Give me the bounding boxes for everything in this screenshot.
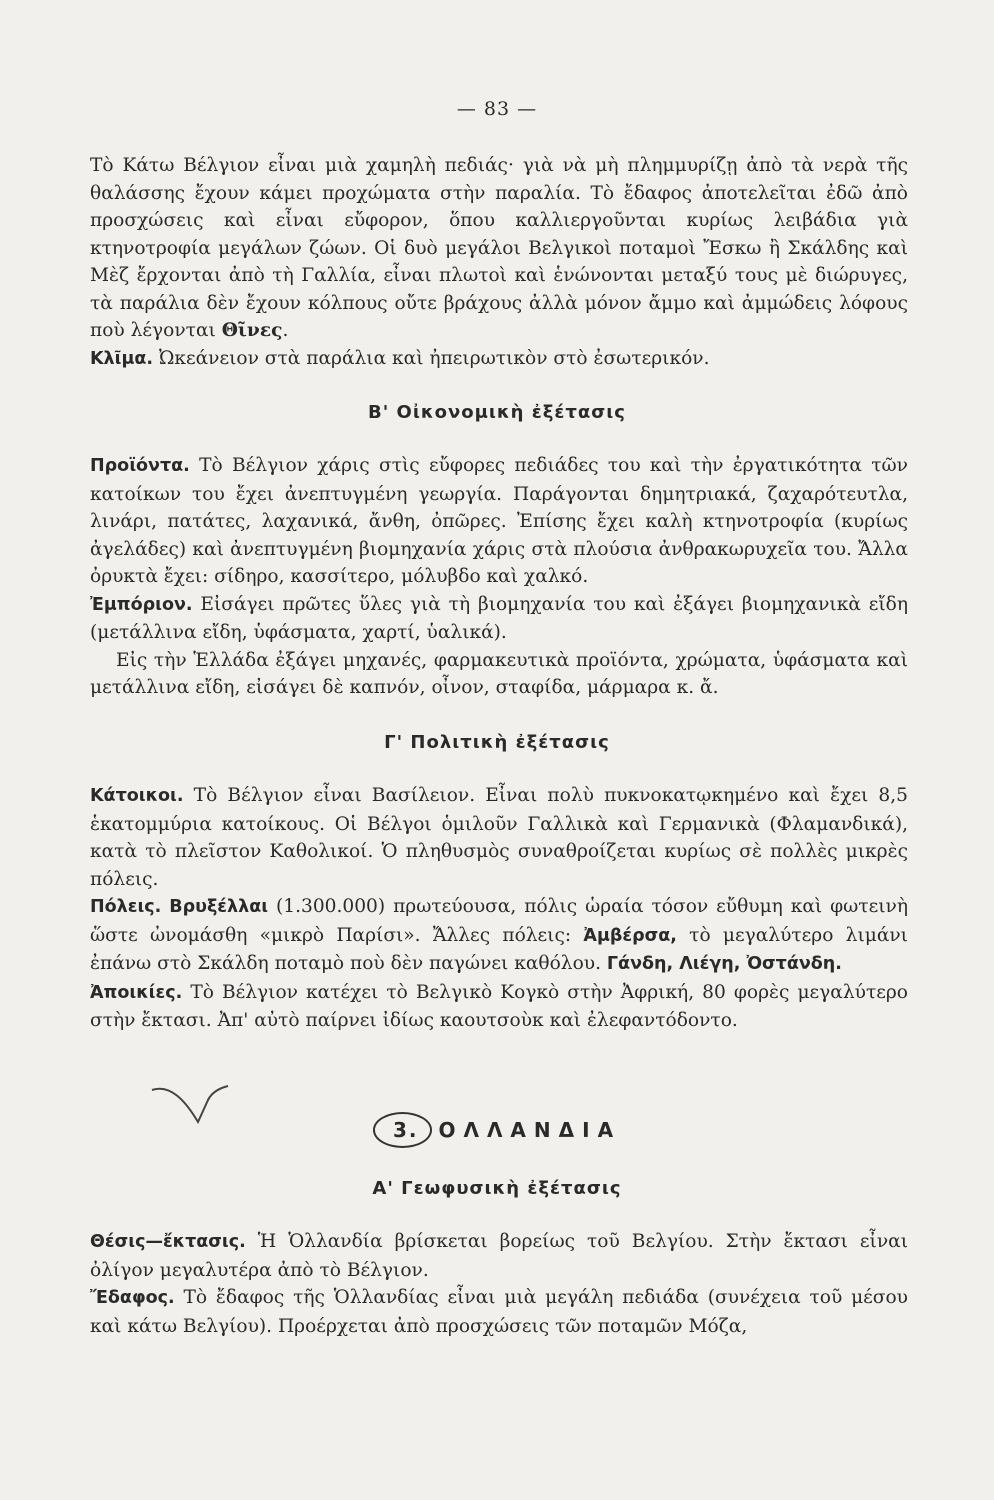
- greece-trade-paragraph: Εἰς τὴν Ἑλλάδα ἐξάγει μηχανές, φαρμακευτικὰ προϊόντα, χρώματα, ὑφάσματα καὶ μετάλλινα εἴδη, εἰσάγει δὲ καπνόν, οἶνον, σταφίδα, μάρμαρα κ. ἄ.: [90, 649, 908, 698]
- climate-lead: Κλῖμα.: [90, 348, 154, 369]
- page-number: — 83 —: [456, 98, 538, 120]
- dunes-term: Θῖνες: [221, 320, 283, 341]
- trade-paragraph: Ἐμπόριον. Εἰσάγει πρῶτες ὕλες γιὰ τὴ βιομηχανία του καὶ ἐξάγει βιομηχανικὰ εἴδη (μετάλλινα εἴδη, ὑφάσματα, χαρτί, ὑαλικά).: [90, 593, 908, 643]
- position-lead: Θέσις—ἔκτασις.: [90, 1232, 246, 1252]
- chapter-title: [0, 1112, 994, 1148]
- colonies-paragraph: Ἀποικίες. Τὸ Βέλγιον κατέχει τὸ Βελγικὸ Κογκὸ στὴν Ἀφρική, 80 φορὲς μεγαλύτερο στὴν ἔκτασι. Ἀπ' αὐτὸ παίρνει ἰδίως καουτσοὺκ καὶ ἐλεφαντόδοντο.: [90, 981, 908, 1031]
- geophysical-heading: Α' Γεωφυσικὴ ἐξέτασις: [372, 1178, 622, 1199]
- lowlands-paragraph: Τὸ Κάτω Βέλγιον εἶναι μιὰ χαμηλὴ πεδιάς· γιὰ νὰ μὴ πλημμυρίζῃ ἀπὸ τὰ νερὰ τῆς θαλάσσης ἔχουν κάμει προχώματα στὴν παραλία. Τὸ ἔδαφος ἀποτελεῖται ἐδῶ ἀπὸ προσχώσεις καὶ εἶναι εὔφορον, ὅπου καλλιεργοῦνται κυρίως λειβάδια γιὰ κτηνοτροφία μεγάλων ζώων. Οἱ δυὸ μεγάλοι Βελγικοὶ ποταμοὶ Ἔσκω ἢ Σκάλδης καὶ Μὲζ ἔρχονται ἀπὸ τὴ Γαλλία, εἶναι πλωτοὶ καὶ ἑνώνονται μεταξύ τους μὲ διώρυγες, τὰ παράλια δὲν ἔχουν κόλπους οὔτε βράχους ἀλλὰ μόνον ἄμμο καὶ ἀμμώδεις λόφους ποὺ λέγονται Θῖνες.: [90, 155, 908, 341]
- products-lead: Προϊόντα.: [90, 456, 190, 476]
- colonies-lead: Ἀποικίες.: [90, 982, 183, 1003]
- belgium-geography-text: [90, 152, 908, 373]
- political-text: [90, 782, 908, 1035]
- position-paragraph: Θέσις—ἔκτασις. Ἡ Ὁλλανδία βρίσκεται βορείως τοῦ Βελγίου. Στὴν ἔκτασι εἶναι ὀλίγον μεγαλυτέρα ἀπὸ τὸ Βέλγιον.: [90, 1231, 908, 1281]
- soil-lead: Ἔδαφος.: [90, 1288, 175, 1308]
- climate-paragraph: Κλῖμα. Ὠκεάνειον στὰ παράλια καὶ ἠπειρωτικὸν στὸ ἐσωτερικόν.: [90, 347, 710, 369]
- products-paragraph: Προϊόντα. Τὸ Βέλγιον χάρις στὶς εὔφορες πεδιάδες του καὶ τὴν ἐργατικότητα τῶν κατοίκων του ἔχει ἀνεπτυγμένη γεωργία. Παράγονται δημητριακά, ζαχαρότευτλα, λινάρι, πατάτες, λαχανικά, ἄνθη, ὀπῶρες. Ἐπίσης ἔχει καλὴ κτηνοτροφία (κυρίως ἀγελάδες) καὶ ἀνεπτυγμένη βιομηχανία χάρις στὰ πλούσια ἀνθρακωρυχεῖα του. Ἄλλα ὀρυκτὰ ἔχει: σίδηρο, κασσίτερο, μόλυβδο καὶ χαλκό.: [90, 455, 908, 587]
- antwerp-name: Ἀμβέρσα,: [583, 925, 677, 946]
- capital-name: Βρυξέλλαι: [169, 897, 269, 917]
- trade-lead: Ἐμπόριον.: [90, 594, 193, 615]
- inhabitants-paragraph: Κάτοικοι. Τὸ Βέλγιον εἶναι Βασίλειον. Εἶναι πολὺ πυκνοκατῳκημένο καὶ ἔχει 8,5 ἑκατομμύρια κατοίκους. Οἱ Βέλγοι ὁμιλοῦν Γαλλικὰ καὶ Γερμανικὰ (Φλαμανδικά), κατὰ τὸ πλεῖστον Καθολικοί. Ὁ πληθυσμὸς συναθροίζεται κυρίως σὲ πολλὲς μικρὲς πόλεις.: [90, 785, 908, 890]
- economic-text: [90, 452, 908, 702]
- political-heading: Γ' Πολιτικὴ ἐξέτασις: [384, 732, 610, 753]
- cities-paragraph: Πόλεις. Βρυξέλλαι (1.300.000) πρωτεύουσα, πόλις ὡραία τόσον εὔθυμη καὶ φωτεινὴ ὥστε ὠνομάσθη «μικρὸ Παρίσι». Ἄλλες πόλεις: Ἀμβέρσα, τὸ μεγαλύτερο λιμάνι ἐπάνω στὸ Σκάλδη ποταμὸ ποὺ δὲν παγώνει καθόλου. Γάνδη, Λιέγη, Ὀστάνδη.: [90, 896, 908, 974]
- chapter-name: ΟΛΛΑΝΔΙΑ: [438, 1118, 622, 1142]
- economic-heading: Β' Οἰκονομικὴ ἐξέτασις: [368, 402, 626, 423]
- other-cities: Γάνδη, Λιέγη, Ὀστάνδη.: [606, 954, 842, 974]
- inhabitants-lead: Κάτοικοι.: [90, 786, 184, 806]
- chapter-number: 3.: [373, 1112, 433, 1148]
- soil-paragraph: Ἔδαφος. Τὸ ἔδαφος τῆς Ὁλλανδίας εἶναι μιὰ μεγάλη πεδιάδα (συνέχεια τοῦ μέσου καὶ κάτω Βελγίου). Προέρχεται ἀπὸ προσχώσεις τῶν ποταμῶν Μόζα,: [90, 1287, 908, 1337]
- cities-lead: Πόλεις.: [90, 897, 162, 917]
- netherlands-text: [90, 1228, 908, 1340]
